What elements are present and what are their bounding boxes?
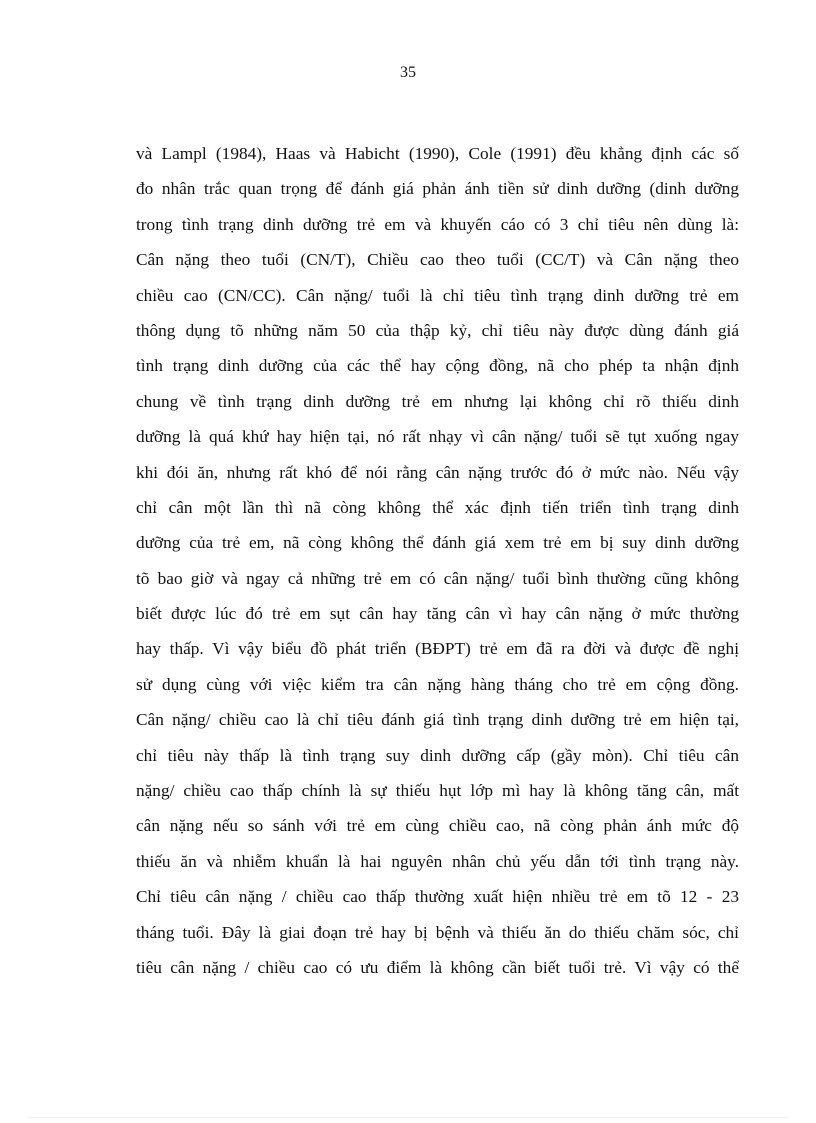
text-line: nặng/ chiều cao thấp chính là sự thiếu hụt lớp mì hay là không tăng cân, mất: [136, 781, 739, 801]
text-line: tõ bao giờ và ngay cả những trẻ em có cân nặng/ tuổi bình thường cũng không: [136, 568, 739, 588]
text-line: tiêu cân nặng / chiều cao có ưu điểm là không cần biết tuổi trẻ. Vì vậy có thể: [136, 957, 739, 977]
body-paragraph: [136, 136, 739, 985]
text-line: thiếu ăn và nhiễm khuẩn là hai nguyên nhân chủ yếu dẫn tới tình trạng này.: [136, 851, 739, 871]
text-line: chung về tình trạng dinh dưỡng trẻ em nhưng lại không chỉ rõ thiếu dinh: [136, 391, 739, 411]
page-number: 35: [400, 64, 416, 81]
text-line: tháng tuổi. Đây là giai đoạn trẻ hay bị bệnh và thiếu ăn do thiếu chăm sóc, chỉ: [136, 922, 739, 942]
text-line: thông dụng tõ những năm 50 của thập kỷ, chỉ tiêu này được dùng đánh giá: [136, 320, 739, 340]
text-line: dưỡng là quá khứ hay hiện tại, nó rất nhạy vì cân nặng/ tuổi sẽ tụt xuống ngay: [136, 427, 739, 447]
text-line: biết được lúc đó trẻ em sụt cân hay tăng cân vì hay cân nặng ở mức thường: [136, 604, 739, 624]
text-line: Chỉ tiêu cân nặng / chiều cao thấp thường xuất hiện nhiều trẻ em tõ 12 - 23: [136, 887, 739, 907]
text-line: tình trạng dinh dưỡng của các thể hay cộng đồng, nã cho phép ta nhận định: [136, 356, 739, 376]
text-line: hay thấp. Vì vậy biểu đồ phát triển (BĐPT) trẻ em đã ra đời và được đề nghị: [136, 639, 739, 659]
text-line: đo nhân trắc quan trọng để đánh giá phản ánh tiền sử dinh dưỡng (dinh dưỡng: [136, 179, 739, 199]
text-line: dưỡng của trẻ em, nã còng không thể đánh giá xem trẻ em bị suy dinh dưỡng: [136, 533, 739, 553]
text-line: và Lampl (1984), Haas và Habicht (1990), Cole (1991) đều khẳng định các số: [136, 144, 739, 163]
page-bottom-divider: [28, 1117, 788, 1118]
text-line: chỉ cân một lần thì nã còng không thể xác định tiến triển tình trạng dinh: [136, 497, 739, 517]
text-line: chiều cao (CN/CC). Cân nặng/ tuổi là chỉ tiêu tình trạng dinh dưỡng trẻ em: [136, 285, 739, 305]
text-line: Cân nặng/ chiều cao là chỉ tiêu đánh giá tình trạng dinh dưỡng trẻ em hiện tại,: [136, 710, 739, 730]
text-line: cân nặng nếu so sánh với trẻ em cùng chiều cao, nã còng phản ánh mức độ: [136, 816, 739, 836]
text-line: trong tình trạng dinh dưỡng trẻ em và khuyến cáo có 3 chỉ tiêu nên dùng là:: [136, 214, 739, 234]
text-line: khi đói ăn, nhưng rất khó để nói rằng cân nặng trước đó ở mức nào. Nếu vậy: [136, 462, 739, 482]
text-line: sử dụng cùng với việc kiểm tra cân nặng hàng tháng cho trẻ em cộng đồng.: [136, 674, 739, 694]
text-line: Cân nặng theo tuổi (CN/T), Chiều cao theo tuổi (CC/T) và Cân nặng theo: [136, 250, 739, 270]
text-line: chỉ tiêu này thấp là tình trạng suy dinh dưỡng cấp (gầy mòn). Chỉ tiêu cân: [136, 745, 739, 765]
